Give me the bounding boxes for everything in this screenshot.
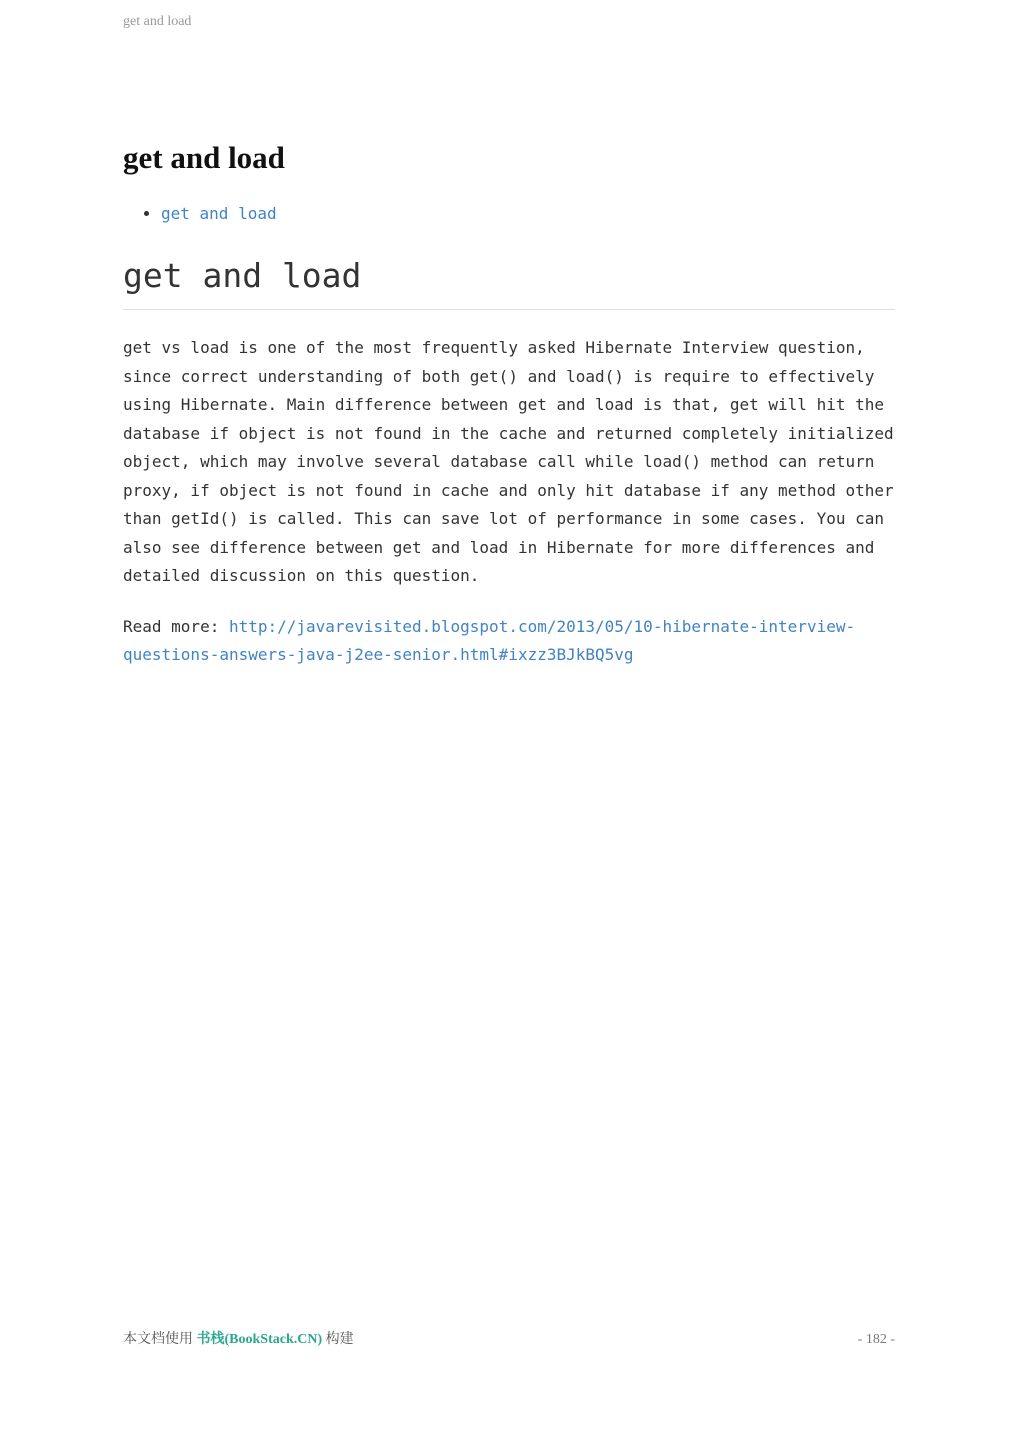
running-header: get and load xyxy=(123,14,192,29)
footer-attribution xyxy=(123,1328,354,1348)
toc-list-item xyxy=(161,202,895,226)
read-more-label: Read more: xyxy=(123,616,229,636)
main-content xyxy=(123,140,895,670)
footer-suffix: 构建 xyxy=(322,1332,354,1347)
footer-prefix: 本文档使用 xyxy=(123,1332,197,1347)
read-more-link[interactable]: http://javarevisited.blogspot.com/2013/05/10-hibernate-interview-questions-answers-java-j2ee-senior.html#ixzz3BJkBQ5vg xyxy=(123,616,856,664)
page-title: get and load xyxy=(123,140,285,175)
read-more-paragraph xyxy=(123,613,895,670)
page-footer xyxy=(123,1328,895,1348)
body-paragraph: get vs load is one of the most frequently asked Hibernate Interview question, since correct understanding of both get() and load() is require to effectively using Hibernate. Main difference between get and load is that, get will hit the database if object is not found in the cache and returned completely initialized object, which may involve several database call while load() method can return proxy, if object is not found in cache and only hit database if any method other than getId() is called. This can save lot of performance in some cases. You can also see difference between get and load in Hibernate for more differences and detailed discussion on this question. xyxy=(123,338,894,585)
toc-link-get-and-load[interactable]: get and load xyxy=(161,204,277,223)
footer-brand-link[interactable]: 书栈(BookStack.CN) xyxy=(196,1332,323,1347)
page-number: - 182 - xyxy=(857,1332,895,1347)
toc-list xyxy=(123,202,895,226)
section-heading: get and load xyxy=(123,256,895,310)
